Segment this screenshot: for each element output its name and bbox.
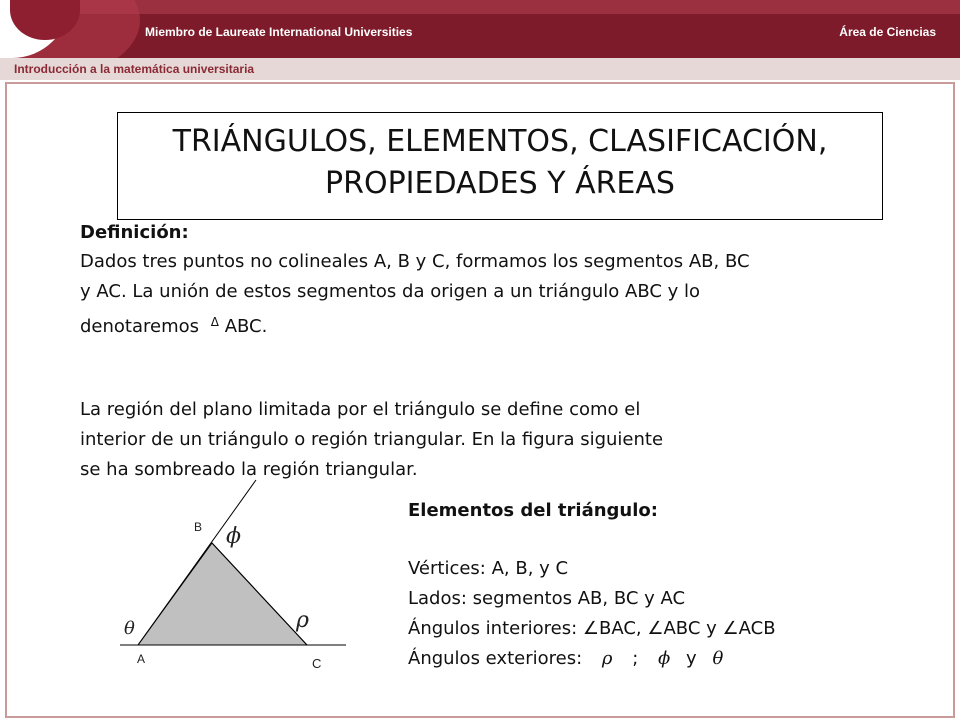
elements-heading: Elementos del triángulo:: [408, 500, 658, 521]
region-line-3: se ha sombreado la región triangular.: [80, 459, 418, 480]
area-text: Área de Ciencias: [839, 25, 936, 39]
vertex-label-a: A: [137, 652, 146, 666]
region-line-2: interior de un triángulo o región triangular. En la figura siguiente: [80, 429, 664, 450]
definition-line-1: Dados tres puntos no colineales A, B y C, formamos los segmentos AB, BC: [80, 251, 750, 272]
exterior-rho: ρ: [601, 648, 613, 669]
angle-theta: θ: [124, 618, 135, 639]
definition-line-3-suffix: ABC.: [224, 316, 268, 337]
sides-line: Lados: segmentos AB, BC y AC: [408, 588, 686, 609]
exterior-sep-1: ;: [632, 648, 639, 669]
exterior-theta: θ: [712, 648, 724, 669]
triangle-region: [138, 543, 307, 645]
definition-line-2: y AC. La unión de estos segmentos da origen a un triángulo ABC y lo: [80, 281, 701, 302]
interior-angles-line: Ángulos interiores: ∠BAC, ∠ABC y ∠ACB: [408, 618, 776, 639]
spacer: [408, 526, 928, 554]
vertices-line: Vértices: A, B, y C: [408, 558, 569, 579]
exterior-angles-line: [408, 644, 928, 674]
vertex-label-c: C: [312, 656, 322, 671]
definition-heading: Definición:: [80, 222, 189, 243]
exterior-prefix: Ángulos exteriores:: [408, 648, 583, 669]
course-title: Introducción a la matemática universitaria: [14, 62, 255, 76]
triangle-symbol: Δ: [210, 315, 219, 329]
definition-line-3-prefix: denotaremos: [80, 316, 200, 337]
region-line-1: La región del plano limitada por el triángulo se define como el: [80, 399, 641, 420]
exterior-sep-2: y: [686, 648, 697, 669]
member-text: Miembro de Laureate International Universities: [145, 25, 413, 39]
angle-phi: ϕ: [226, 524, 241, 549]
elements-list: [408, 496, 928, 674]
slide-title: TRIÁNGULOS, ELEMENTOS, CLASIFICACIÓN, PROPIEDADES Y ÁREAS: [117, 112, 883, 220]
exterior-phi: ϕ: [658, 648, 671, 669]
vertex-label-b: B: [194, 520, 203, 534]
angle-rho: ρ: [296, 608, 309, 633]
